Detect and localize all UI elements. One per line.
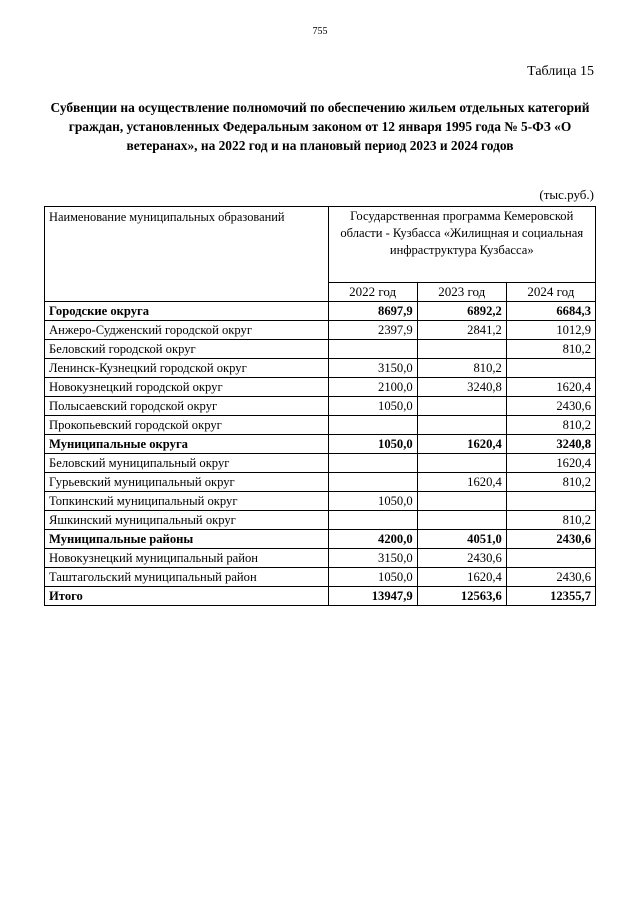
- value-cell-2024: 1012,9: [506, 321, 595, 340]
- value-cell-2024: 810,2: [506, 416, 595, 435]
- row-name-cell: Гурьевский муниципальный округ: [45, 473, 329, 492]
- header-row: [45, 207, 596, 283]
- table-row: [45, 568, 596, 587]
- value-cell-2023: 2841,2: [417, 321, 506, 340]
- value-cell-2024: 2430,6: [506, 397, 595, 416]
- table-row: [45, 473, 596, 492]
- row-name-cell: Итого: [45, 587, 329, 606]
- value-cell-2022: [328, 454, 417, 473]
- value-cell-2022: 3150,0: [328, 549, 417, 568]
- value-cell-2023: 6892,2: [417, 302, 506, 321]
- row-name-cell: Прокопьевский городской округ: [45, 416, 329, 435]
- row-name-cell: Яшкинский муниципальный округ: [45, 511, 329, 530]
- units-label: (тыс.руб.): [539, 187, 594, 202]
- row-name-cell: Полысаевский городской округ: [45, 397, 329, 416]
- value-cell-2022: 1050,0: [328, 568, 417, 587]
- table-row: [45, 549, 596, 568]
- value-cell-2024: 1620,4: [506, 454, 595, 473]
- column-header-year-2023: 2023 год: [417, 283, 506, 302]
- value-cell-2023: [417, 454, 506, 473]
- value-cell-2022: [328, 511, 417, 530]
- value-cell-2023: [417, 397, 506, 416]
- value-cell-2024: 810,2: [506, 511, 595, 530]
- row-name-cell: Новокузнецкий муниципальный район: [45, 549, 329, 568]
- value-cell-2023: [417, 340, 506, 359]
- table-row: [45, 302, 596, 321]
- value-cell-2024: 810,2: [506, 340, 595, 359]
- table-row: [45, 397, 596, 416]
- table-row: [45, 492, 596, 511]
- row-name-cell: Новокузнецкий городской округ: [45, 378, 329, 397]
- value-cell-2023: 12563,6: [417, 587, 506, 606]
- row-name-cell: Анжеро-Судженский городской округ: [45, 321, 329, 340]
- value-cell-2024: [506, 359, 595, 378]
- row-name-cell: Беловский муниципальный округ: [45, 454, 329, 473]
- value-cell-2022: 4200,0: [328, 530, 417, 549]
- value-cell-2023: [417, 416, 506, 435]
- value-cell-2022: 2100,0: [328, 378, 417, 397]
- table-row: [45, 321, 596, 340]
- value-cell-2022: 8697,9: [328, 302, 417, 321]
- table-row: [45, 340, 596, 359]
- document-title: Субвенции на осуществление полномочий по обеспечению жильем отдельных категорий граждан, установленных Федеральным законом от 12 января 1995 года № 5-ФЗ «О ветеранах», на 2022 год и на плановый период 2023 и 2024 годов: [50, 100, 590, 153]
- value-cell-2024: [506, 492, 595, 511]
- row-name-cell: Топкинский муниципальный округ: [45, 492, 329, 511]
- table-row: [45, 587, 596, 606]
- value-cell-2024: 1620,4: [506, 378, 595, 397]
- value-cell-2024: 6684,3: [506, 302, 595, 321]
- table-row: [45, 416, 596, 435]
- row-name-cell: Беловский городской округ: [45, 340, 329, 359]
- table-row: [45, 511, 596, 530]
- value-cell-2024: [506, 549, 595, 568]
- value-cell-2023: 3240,8: [417, 378, 506, 397]
- value-cell-2022: 1050,0: [328, 397, 417, 416]
- table-row: [45, 530, 596, 549]
- value-cell-2023: 2430,6: [417, 549, 506, 568]
- value-cell-2022: [328, 416, 417, 435]
- column-header-name: Наименование муниципальных образований: [45, 207, 329, 302]
- value-cell-2022: [328, 473, 417, 492]
- value-cell-2023: [417, 511, 506, 530]
- value-cell-2022: 1050,0: [328, 435, 417, 454]
- value-cell-2024: 810,2: [506, 473, 595, 492]
- value-cell-2024: 2430,6: [506, 568, 595, 587]
- column-header-year-2024: 2024 год: [506, 283, 595, 302]
- row-name-cell: Городские округа: [45, 302, 329, 321]
- value-cell-2024: 2430,6: [506, 530, 595, 549]
- table-row: [45, 435, 596, 454]
- value-cell-2023: 1620,4: [417, 435, 506, 454]
- value-cell-2022: 1050,0: [328, 492, 417, 511]
- table-row: [45, 454, 596, 473]
- subsidy-table: [44, 206, 596, 606]
- column-header-year-2022: 2022 год: [328, 283, 417, 302]
- value-cell-2023: [417, 492, 506, 511]
- page-number: 755: [312, 26, 328, 37]
- row-name-cell: Ленинск-Кузнецкий городской округ: [45, 359, 329, 378]
- value-cell-2023: 810,2: [417, 359, 506, 378]
- table-label: Таблица 15: [527, 64, 594, 79]
- value-cell-2023: 1620,4: [417, 568, 506, 587]
- value-cell-2022: 13947,9: [328, 587, 417, 606]
- row-name-cell: Таштагольский муниципальный район: [45, 568, 329, 587]
- column-header-program: Государственная программа Кемеровской области - Кузбасса «Жилищная и социальная инфраструктура Кузбасса»: [328, 207, 596, 283]
- value-cell-2024: 3240,8: [506, 435, 595, 454]
- value-cell-2022: 2397,9: [328, 321, 417, 340]
- value-cell-2022: 3150,0: [328, 359, 417, 378]
- value-cell-2023: 4051,0: [417, 530, 506, 549]
- table-row: [45, 378, 596, 397]
- table-row: [45, 359, 596, 378]
- value-cell-2022: [328, 340, 417, 359]
- table-body: [45, 302, 596, 606]
- row-name-cell: Муниципальные округа: [45, 435, 329, 454]
- value-cell-2023: 1620,4: [417, 473, 506, 492]
- value-cell-2024: 12355,7: [506, 587, 595, 606]
- row-name-cell: Муниципальные районы: [45, 530, 329, 549]
